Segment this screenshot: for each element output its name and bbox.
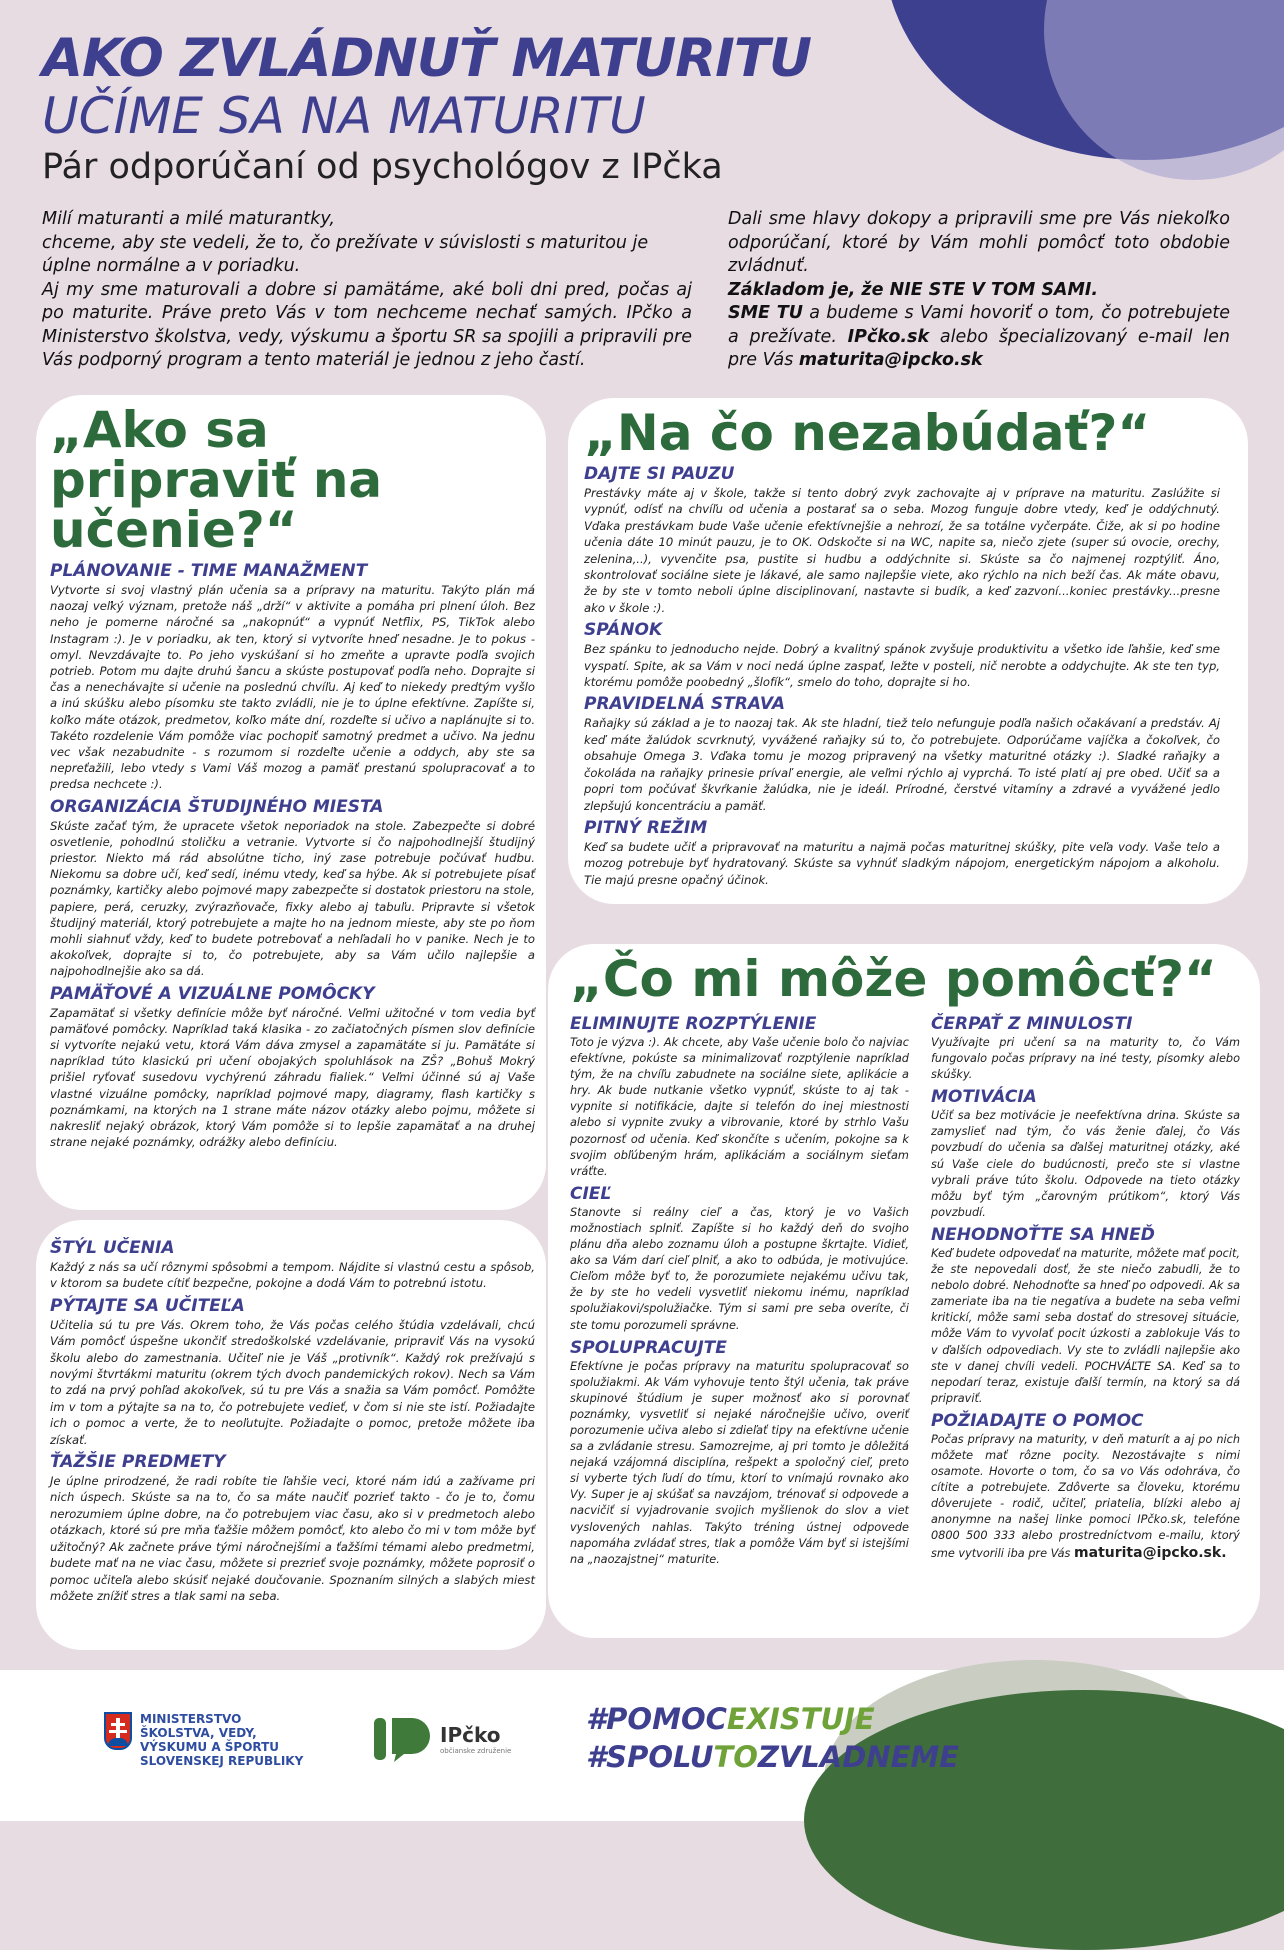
ministry-line-1: MINISTERSTVO (140, 1712, 242, 1726)
section-body (50, 1473, 535, 1604)
panel-dont-forget-sections (584, 464, 1220, 888)
section-title: PRAVIDELNÁ STRAVA (584, 694, 785, 715)
email-link[interactable]: maturita@ipcko.sk. (1074, 1544, 1227, 1561)
section-body-text: Bez spánku to jednoducho nejde. Dobrý a kvalitný spánok zvyšuje produktivitu a všetko ide ľahšie, keď sme vyspatí. Spite, ak sa Vám v noci nedá úplne zaspať, ležte v posteli, nič nerobte a oddychujte. Ak ste ten typ, ktorému pomôže poobedný „šlofík“, smelo do toho, doprajte si ho. (584, 642, 1220, 690)
ministry-line-2: ŠKOLSTVA, VEDY, (140, 1726, 257, 1740)
section-body-text: Počas prípravy na maturity, v deň maturít a aj po nich môžete mať rôzne pocity. Nezostávajte s nimi osamote. Hovorte o tom, čo sa vo Vás odohráva, čo cítite a potrebujete. Zdôverte sa človeku, ktorému dôverujete - rodič, učiteľ, priatelia, blízki alebo aj anonymne na našej linke pomoci IPčko.sk, telefóne 0800 500 333 alebo prostredníctvom e-mailu, ktorý sme vytvorili iba pre Vás (930, 1432, 1240, 1560)
section-body (931, 1035, 1240, 1083)
main-title: AKO ZVLÁDNUŤ MATURITU (42, 28, 812, 89)
section-title: DAJTE SI PAUZU (584, 464, 735, 484)
section-body (931, 1432, 1240, 1562)
section-body (931, 1246, 1240, 1407)
section-body-text: Stanovte si reálny cieľ a čas, ktorý je vo Vašich možnostiach splniť. Zapíšte si ho každý deň do svojho plánu dňa alebo zoznamu úloh a postupne škrtajte. Vidieť, ako sa Vám darí cieľ plniť, a ako to odbúda, je motivujúce. Cieľom môže byť to, že porozumiete nejakému učivu tak, že by ste ho vedeli vysvetliť niekomu inému, napríklad spolužiakovi/spolužiačke. Tým si sami pre seba overíte, či ste tomu porozumeli správne. (570, 1205, 909, 1332)
section-body-text: Učiť sa bez motivácie je neefektívna drina. Skúste sa zamyslieť nad tým, čo vás ženie ďalej, čo Vás povzbudí do učenia sa ďalšej maturitnej otázky, aké sú Vaše ciele do budúcnosti, prečo ste si vlastne vybrali práve túto školu. Odpovede na tieto otázky môžu byť tým „čarovným prútikom“, ktorý Vás povzbudí. (930, 1109, 1240, 1219)
section-body-text: Je úplne prirodzené, že radi robíte tie ľahšie veci, ktoré nám idú a zažívame pri nich úspech. Skúste sa na to, čo sa máte naučiť pozrieť takto - čo je to, čomu nerozumiem úplne dobre, na čo potrebujem viac času, ako si v predmetoch alebo otázkach, ktoré sú pre mňa ťažšie môžem pomôcť, kto alebo čo mi v tom môže byť užitočný? Ak začnete práve tými náročnejšími a ťažšími témami alebo predmetmi, budete mať na ne viac času, môžete si prezrieť svoje poznámky, môžete poprosiť o pomoc učiteľa alebo skúsiť nejaké doučovanie. Spoznaním silných a slabých miest môžete znížiť stres a tlak sami na seba. (50, 1474, 535, 1603)
ipcko-logo (372, 1714, 511, 1764)
panel-prepare-sections (50, 561, 535, 1151)
panel-learning-style (36, 1220, 546, 1650)
section-body (570, 1359, 909, 1568)
section-title: CIEĽ (570, 1183, 612, 1204)
section-title: ŤAŽŠIE PREDMETY (50, 1452, 226, 1473)
intro-left (42, 208, 692, 373)
section-body (584, 641, 1220, 690)
section-body (584, 715, 1220, 813)
section-body-text: Keď sa budete učiť a pripravovať na maturitu a najmä počas maturitnej skúšky, pite veľa vody. Vaše telo a mozog potrebuje byť hydratovaný. Skúste sa vyhnúť sladkým nápojom, energetickým nápojom a alkoholu. Tie majú presne opačný účinok. (584, 839, 1220, 887)
ipcko-link[interactable]: IPčko.sk (847, 326, 930, 347)
section-body-text: Učitelia sú tu pre Vás. Okrem toho, že Vás počas celého štúdia vzdelávali, chcú Vám pomôcť úspešne ukončiť stredoškolské vzdelávanie, pripraviť Vás na vysokú školu alebo do zamestnania. Učiteľ nie je Váš „protivník“. Každý rok prežívajú s novými štvrtákmi maturitu (okrem tých dvoch pandemických rokov). Nech sa Vám to zdá na prvý pohľad akokoľvek, sú tu pre Vás a snažia sa Vám pomôcť. Pomôžte im v tom a pýtajte sa na to, čo potrebujete vedieť, v čom si nie ste istí. Požiadajte ich o pomoc a verte, že to neoľutujte. Požiadajte o pomoc, pretože môžete iba získať. (50, 1317, 535, 1447)
sme-tu: SME TU (728, 303, 803, 323)
section-title: ČERPAŤ Z MINULOSTI (930, 1014, 1133, 1034)
section-body-text: Vytvorte si svoj vlastný plán učenia sa a prípravy na maturitu. Takýto plán má naozaj veľký význam, pretože náš „drží“ v aktivite a pomáha pri plnení úloh. Bez neho je pomerne náročné sa „nakopnúť“ a vypnúť Netflix, PS, TikTok alebo Instagram :). Je v poriadku, ak ten, ktorý si vytvoríte hneď nesadne. Je to pokus - omyl. Nevzdávajte to. Po jeho vyskúšaní si ho zmeňte a upravte podľa svojich potrieb. Potom mu dajte druhú šancu a skúste postupovať podľa neho. Doprajte si čas a nenechávajte si učenie na poslednú chvíľu. Aj keď to niekedy predtým vyšlo a inú skúšku alebo písomku ste takto zvládli, nie je to úplne efektívne. Zapíšte si, koľko máte otázok, predmetov, koľko máte dní, rozdeľte si učivo a naplánujte si to. Takéto rozdelenie Vám pomôže viac pochopiť samotný predmet a učivo. Na jednu vec však nezabudnite - s rozumom si rozdeľte učenie a oddych, aby ste sa nepreťažili, lebo vtedy s Vami Váš mozog a pamäť prestanú spolupracovať a to predsa nechcete :). (50, 583, 535, 792)
hashtag-pomoc-existuje: #POMOCEXISTUJE (586, 1702, 875, 1736)
section-body (50, 1317, 535, 1448)
section-body-text: Skúste začať tým, že upracete všetok neporiadok na stole. Zabezpečte si dobré osvetlenie, pohodlnú stoličku a vetranie. Vytvorte si čo najpohodlnejší študijný priestor. Niekto má rád absolútne ticho, iný zase potrebuje počúvať hudbu. Niekomu sa dobre učí, keď sedí, inému vtedy, keď sa hýbe. Ak si potrebujete písať poznámky, kartičky alebo pojmové mapy zabezpečte si dostatok priestoru na stole, papiere, perá, ceruzky, zvýrazňovače, fixky alebo aj tabuľu. Pripravte si všetok študijný materiál, ktorý potrebujete a majte ho na jednom mieste, aby ste po ňom mohli siahnuť vždy, keď to budete potrebovať a nehľadali ho v panike. Nech je to akokoľvek, doprajte si to, čo potrebujete, aby sa Vám učilo najlepšie a najpohodlnejšie ako sa dá. (50, 818, 535, 979)
section-title: ŠTÝL UČENIA (50, 1238, 175, 1258)
section-body-text: Keď budete odpovedať na maturite, môžete mať pocit, že ste nepovedali dosť, že ste niečo zabudli, že to nebolo dobré. Nehodnoťte sa hneď po odpovedi. Ak sa zameriate iba na tie negatíva a budete na seba veľmi kritickí, môže sami seba dostať do stresovej situácie, môže Vám to vyvolať pocit úzkosti a zablokuje Vás to v ďalších odpovediach. Vy ste to zvládli najlepšie ako ste v danej chvíli vedeli. POCHVÁĽTE SA. Keď sa to nepodarí teraz, existuje ďalší termín, na ktorý sa dá pripraviť. (930, 1246, 1240, 1405)
section-title: SPÁNOK (584, 620, 663, 641)
ministry-logo (104, 1712, 303, 1768)
section-body-text: Využívajte pri učení sa na maturity to, čo Vám fungovalo počas prípravy na iné testy, písomky alebo skúšky. (930, 1036, 1240, 1082)
ministry-line-4: SLOVENSKEJ REPUBLIKY (140, 1754, 304, 1768)
intro-right-mid: alebo špecializovaný e-mail len pre Vás (728, 326, 1230, 370)
section-body (570, 1205, 909, 1334)
section-body-text: Efektívne je počas prípravy na maturitu spolupracovať so spolužiakmi. Ak Vám vyhovuje tento štýl učenia, tak práve skupinové štúdium je super možnosť ako si porovnať poznámky, vysvetliť si nejaké náročnejšie učivo, overiť porozumenie učiva alebo si zdieľať tipy na efektívne učenie sa a zvládanie stresu. Samozrejme, aj pri tomto je dôležitá nejaká vzájomná disciplína, rešpekt a spoločný cieľ, preto si vyberte tých ľudí do tímu, ktorí to vnímajú rovnako ako Vy. Super je aj skúšať sa navzájom, trénovať si odpovede a nacvičiť si vyjadrovanie svojich myšlienok do slov a viet vyslovených nahlas. Takýto tréning ústnej odpovede napomáha zvládať stres, tlak a pomôže Vám byť si istejšími na „naozajstnej“ maturite. (570, 1359, 909, 1566)
panel-what-helps-left (570, 1010, 909, 1568)
section-title: PÝTAJTE SA UČITEĽA (50, 1295, 245, 1316)
ipcko-logo-icon (372, 1714, 432, 1764)
intro-right-text-1: Dali sme hlavy dokopy a pripravili sme pre Vás niekoľko odporúčaní, ktoré by Vám mohli pomôcť toto obdobie zvládnuť. (728, 209, 1230, 276)
tagline: Pár odporúčaní od psychológov z IPčka (42, 147, 723, 187)
section-body-text: Zapamätať si všetky definície môže byť náročné. Veľmi užitočné v tom vedia byť pamäťové pomôcky. Napríklad taká klasika - zo začiatočných písmen slov definície si vytvoríte nejakú vetu, ktorá Vám dáva zmysel a zapamätáte si ju. Pamätáte si napríklad túto klasickú pri učení obojakých spoluhlások na ZŠ? „Bohuš Mokrý prišiel ryťovať susedovu vychýrenú záhradu fialiek.“ Veľmi účinné sú aj Vaše vlastné vizuálne pomôcky, napríklad pojmové mapy, diagramy, flash kartičky s poznámkami, na ktorých na 1 strane máte názov otázky alebo pojmu, môžete si nakresliť nejaký obrázok, ktorý Vám pomôže si to lepšie zapamätať a na druhej strane nejaké poznámky, odrážky alebo definíciu. (50, 1005, 535, 1150)
section-title: ORGANIZÁCIA ŠTUDIJNÉHO MIESTA (50, 796, 384, 817)
panel-what-helps-right (931, 1010, 1240, 1568)
section-title: PLÁNOVANIE - TIME MANAŽMENT (50, 561, 368, 581)
section-title: NEHODNOŤTE SA HNEĎ (930, 1224, 1155, 1245)
section-body (570, 1035, 909, 1180)
intro-greeting: Milí maturanti a milé maturantky, (42, 209, 335, 229)
intro-right-rest: a budeme s Vami hovoriť o tom, čo potrebujete a prežívate. (728, 303, 1231, 347)
section-body-text: Toto je výzva :). Ak chcete, aby Vaše učenie bolo čo najviac efektívne, pokúste sa minimalizovať rozptýlenie napríklad tým, že na chvíľu zabudnete na sociálne siete, aplikácie a hry. Ak bude nutkanie všetko vypnúť, skúste to aj tak - vypnite si notifikácie, dajte si telefón do inej miestnosti alebo si vypnite zvuky a vibrovanie, ktoré by strhlo Vašu pozornosť od učenia. Keď skončíte s učením, pokojne sa k svojim obľúbeným hrám, aplikáciám a sociálnym sieťam vráťte. (570, 1036, 909, 1178)
intro-text-2: Aj my sme maturovali a dobre si pamätáme, aké boli dni pred, počas aj po maturite. Práve preto Vás v tom nechceme nechať samých. IPčko a Ministerstvo školstva, vedy, výskumu a športu SR sa spojili a pripravili pre Vás podporný program a tento materiál je jednou z jeho častí. (42, 279, 692, 370)
section-body (50, 582, 535, 793)
section-title: SPOLUPRACUJTE (570, 1337, 727, 1358)
email-link[interactable]: maturita@ipcko.sk (798, 350, 983, 370)
intro-right (728, 208, 1230, 373)
panel-dont-forget (568, 398, 1248, 904)
section-title: MOTIVÁCIA (930, 1087, 1037, 1108)
section-body (50, 1259, 535, 1292)
hashtag-spolu-to-zvladneme: #SPOLUTOZVLADNEME (586, 1740, 960, 1774)
section-body-text: Každý z nás sa učí rôznymi spôsobmi a tempom. Nájdite si vlastnú cestu a spôsob, v ktorom sa budete cítiť bezpečne, pokojne a dodá Vám to potrebnú istotu. (50, 1260, 535, 1291)
panel-learning-style-sections (50, 1238, 535, 1604)
panel-what-helps (548, 944, 1260, 1638)
section-body (584, 839, 1220, 888)
section-title: PAMÄŤOVÉ A VIZUÁLNE POMÔCKY (50, 983, 375, 1004)
header (42, 30, 1242, 190)
section-title: PITNÝ REŽIM (584, 817, 708, 838)
panel-dont-forget-title: „Na čo nezabúdať?“ (584, 404, 1151, 462)
section-body-text: Raňajky sú základ a je to naozaj tak. Ak ste hladní, tiež telo nefunguje podľa našich očakávaní a predstáv. Aj keď máte žalúdok scvrknutý, vyvážené raňajky sú to, čo potrebujete. Odporúčame vajíčka a čokoľvek, čo obsahuje Omega 3. Vďaka tomu je mozog pripravený na všetky maturitné otázky :). Sladké raňajky a čokoláda na raňajky prinesie prívaľ energie, ale veľmi rýchlo aj vyprchá. To isté platí aj pre obed. Učiť sa a popri tom počúvať škvŕkanie žalúdka, nie je ideál. Prírodné, čerstvé vitamíny a zdravé a vyvážené jedlo zlepšujú koncentráciu a pamäť. (584, 716, 1220, 813)
main-subtitle: UČÍME SA NA MATURITU (42, 87, 646, 145)
intro-right-emphasis: Základom je, že NIE STE V TOM SAMI. (728, 279, 1099, 300)
slovak-coat-of-arms-icon (104, 1712, 132, 1750)
ipcko-sub: občianske združenie (440, 1747, 512, 1755)
section-title: POŽIADAJTE O POMOC (930, 1410, 1144, 1431)
section-body (584, 485, 1220, 616)
ipcko-label: IPčko (440, 1723, 501, 1747)
panel-prepare-title: „Ako sa pripraviť na učenie?“ (50, 401, 383, 559)
section-body (50, 1005, 535, 1151)
section-body (50, 818, 535, 980)
ministry-line-3: VÝSKUMU A ŠPORTU (140, 1740, 280, 1754)
section-title: ELIMINUJTE ROZPTÝLENIE (570, 1014, 817, 1034)
panel-prepare (36, 395, 546, 1210)
intro-text-1: chceme, aby ste vedeli, že to, čo prežívate v súvislosti s maturitou je úplne normálne a v poriadku. (42, 232, 649, 276)
hashtags (586, 1700, 959, 1776)
panel-what-helps-title: „Čo mi môže pomôcť?“ (570, 950, 1217, 1008)
section-body (931, 1108, 1240, 1221)
section-body-text: Prestávky máte aj v škole, takže si tento dobrý zvyk zachovajte aj v príprave na maturitu. Zaslúžite si vypnúť, odísť na chvíľu od učenia a postarať sa o seba. Mozog funguje dobre vtedy, keď je oddýchnutý. Vďaka prestávkam bude Vaše učenie efektívnejšie a nehrozí, že sa totálne vyčerpáte. Čiže, ak si po hodine učenia dáte 10 minút pauzu, je to OK. Odskočte si na WC, napite sa, niečo zjete (super sú ovocie, orechy, zelenina,..), vyvenčite psa, pustite si hudbu a oddýchnite si. Skúste sa čo najmenej rozptýliť. Áno, skontrolovať sociálne siete je lákavé, ale samo najlepšie viete, ako rýchlo na nich beží čas. Ak máte obavu, že by ste v tomto neboli úplne disciplinovaní, nastavte si budík, a keď zazvoní...koniec prestávky...presne ako v škole :). (584, 486, 1220, 615)
intro-right-text-2 (728, 302, 1230, 373)
